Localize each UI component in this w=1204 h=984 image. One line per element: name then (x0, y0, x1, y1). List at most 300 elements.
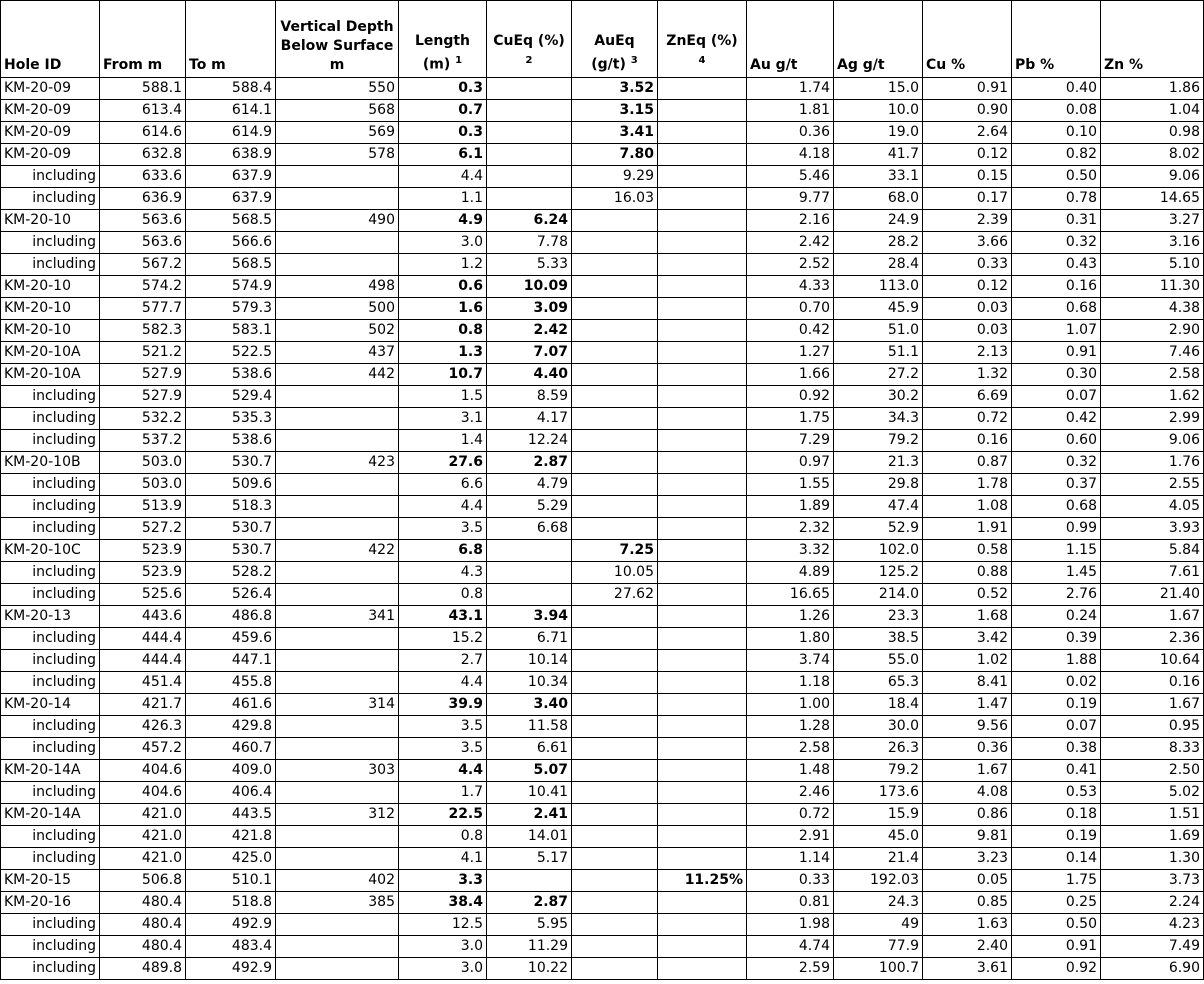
cell-from: 582.3 (100, 320, 186, 342)
cell-hole-id: including (1, 826, 100, 848)
cell-cu: 0.72 (923, 408, 1012, 430)
cell-cu: 1.32 (923, 364, 1012, 386)
cell-zneq (658, 628, 747, 650)
cell-zn: 5.02 (1101, 782, 1204, 804)
cell-cu: 0.33 (923, 254, 1012, 276)
cell-zneq (658, 474, 747, 496)
cell-cueq: 4.17 (487, 408, 572, 430)
cell-pb: 0.07 (1012, 716, 1101, 738)
table-row (1, 958, 1204, 980)
cell-cu: 1.78 (923, 474, 1012, 496)
cell-cu: 0.03 (923, 320, 1012, 342)
cell-aueq (572, 474, 658, 496)
cell-cu: 1.67 (923, 760, 1012, 782)
table-row (1, 760, 1204, 782)
cell-vertical-depth: 402 (276, 870, 399, 892)
header-length: Length (m) $^1$ (399, 1, 487, 78)
cell-to: 583.1 (186, 320, 276, 342)
cell-au: 1.55 (747, 474, 834, 496)
cell-vertical-depth (276, 914, 399, 936)
cell-zneq (658, 518, 747, 540)
cell-zn: 10.64 (1101, 650, 1204, 672)
cell-cu: 1.68 (923, 606, 1012, 628)
cell-cu: 0.90 (923, 100, 1012, 122)
cell-to: 459.6 (186, 628, 276, 650)
cell-aueq (572, 276, 658, 298)
cell-hole-id: KM-20-10 (1, 298, 100, 320)
cell-cu: 4.08 (923, 782, 1012, 804)
cell-zneq (658, 100, 747, 122)
cell-vertical-depth: 502 (276, 320, 399, 342)
table-row (1, 430, 1204, 452)
cell-zneq (658, 78, 747, 100)
cell-hole-id: including (1, 672, 100, 694)
cell-hole-id: KM-20-14 (1, 694, 100, 716)
cell-aueq (572, 496, 658, 518)
header-au: Au g/t (747, 1, 834, 78)
cell-hole-id: including (1, 254, 100, 276)
cell-from: 426.3 (100, 716, 186, 738)
cell-hole-id: KM-20-13 (1, 606, 100, 628)
cell-zn: 3.93 (1101, 518, 1204, 540)
cell-from: 632.8 (100, 144, 186, 166)
cell-zn: 3.27 (1101, 210, 1204, 232)
cell-vertical-depth (276, 496, 399, 518)
cell-vertical-depth (276, 738, 399, 760)
cell-vertical-depth (276, 232, 399, 254)
cell-aueq (572, 342, 658, 364)
cell-zneq (658, 408, 747, 430)
table-row (1, 716, 1204, 738)
cell-vertical-depth (276, 584, 399, 606)
cell-to: 409.0 (186, 760, 276, 782)
cell-length: 4.4 (399, 760, 487, 782)
cell-hole-id: including (1, 958, 100, 980)
cell-ag: 15.9 (834, 804, 923, 826)
cell-from: 523.9 (100, 562, 186, 584)
cell-au: 0.72 (747, 804, 834, 826)
header-vertical-depth: Vertical Depth Below Surface m (276, 1, 399, 78)
cell-zneq (658, 232, 747, 254)
cell-zn: 1.30 (1101, 848, 1204, 870)
cell-from: 523.9 (100, 540, 186, 562)
cell-from: 480.4 (100, 936, 186, 958)
table-row (1, 892, 1204, 914)
cell-au: 0.92 (747, 386, 834, 408)
cell-length: 4.4 (399, 166, 487, 188)
cell-vertical-depth: 385 (276, 892, 399, 914)
cell-to: 538.6 (186, 430, 276, 452)
cell-zneq (658, 210, 747, 232)
table-row (1, 254, 1204, 276)
cell-pb: 0.53 (1012, 782, 1101, 804)
cell-zn: 8.02 (1101, 144, 1204, 166)
cell-vertical-depth: 568 (276, 100, 399, 122)
cell-length: 1.1 (399, 188, 487, 210)
cell-to: 460.7 (186, 738, 276, 760)
cell-zneq (658, 672, 747, 694)
cell-hole-id: including (1, 430, 100, 452)
cell-cu: 2.39 (923, 210, 1012, 232)
cell-au: 2.46 (747, 782, 834, 804)
cell-zneq (658, 782, 747, 804)
cell-ag: 29.8 (834, 474, 923, 496)
header-aueq: AuEq (g/t) $^3$ (572, 1, 658, 78)
cell-zneq (658, 650, 747, 672)
cell-to: 492.9 (186, 914, 276, 936)
table-row (1, 78, 1204, 100)
cell-aueq (572, 408, 658, 430)
cell-cueq (487, 144, 572, 166)
cell-vertical-depth: 312 (276, 804, 399, 826)
cell-pb: 0.41 (1012, 760, 1101, 782)
cell-hole-id: including (1, 650, 100, 672)
cell-aueq (572, 826, 658, 848)
cell-from: 563.6 (100, 232, 186, 254)
cell-zn: 8.33 (1101, 738, 1204, 760)
cell-zneq (658, 914, 747, 936)
cell-aueq (572, 430, 658, 452)
cell-hole-id: KM-20-09 (1, 122, 100, 144)
cell-au: 4.18 (747, 144, 834, 166)
cell-au: 3.74 (747, 650, 834, 672)
table-row (1, 364, 1204, 386)
cell-from: 633.6 (100, 166, 186, 188)
cell-pb: 0.02 (1012, 672, 1101, 694)
cell-hole-id: KM-20-10 (1, 320, 100, 342)
cell-zn: 9.06 (1101, 166, 1204, 188)
table-row (1, 166, 1204, 188)
cell-aueq: 3.15 (572, 100, 658, 122)
cell-zn: 14.65 (1101, 188, 1204, 210)
cell-au: 0.97 (747, 452, 834, 474)
cell-pb: 0.24 (1012, 606, 1101, 628)
cell-cu: 0.36 (923, 738, 1012, 760)
cell-vertical-depth (276, 474, 399, 496)
cell-to: 530.7 (186, 518, 276, 540)
cell-au: 2.16 (747, 210, 834, 232)
cell-vertical-depth: 303 (276, 760, 399, 782)
cell-length: 38.4 (399, 892, 487, 914)
cell-au: 1.75 (747, 408, 834, 430)
cell-to: 425.0 (186, 848, 276, 870)
cell-au: 0.42 (747, 320, 834, 342)
cell-cueq: 10.22 (487, 958, 572, 980)
table-row (1, 474, 1204, 496)
cell-vertical-depth (276, 408, 399, 430)
cell-length: 3.3 (399, 870, 487, 892)
cell-cueq: 5.29 (487, 496, 572, 518)
cell-au: 7.29 (747, 430, 834, 452)
cell-vertical-depth (276, 958, 399, 980)
cell-ag: 34.3 (834, 408, 923, 430)
cell-cueq: 7.78 (487, 232, 572, 254)
cell-hole-id: including (1, 518, 100, 540)
cell-cueq: 6.61 (487, 738, 572, 760)
cell-zneq (658, 386, 747, 408)
cell-pb: 0.31 (1012, 210, 1101, 232)
header-row (1, 1, 1204, 78)
cell-hole-id: including (1, 562, 100, 584)
cell-cu: 1.91 (923, 518, 1012, 540)
cell-zn: 1.76 (1101, 452, 1204, 474)
header-pb: Pb % (1012, 1, 1101, 78)
cell-aueq: 7.80 (572, 144, 658, 166)
cell-cueq (487, 78, 572, 100)
cell-to: 518.8 (186, 892, 276, 914)
cell-hole-id: including (1, 166, 100, 188)
cell-vertical-depth: 500 (276, 298, 399, 320)
cell-pb: 0.50 (1012, 914, 1101, 936)
cell-zneq (658, 716, 747, 738)
cell-cu: 0.58 (923, 540, 1012, 562)
cell-vertical-depth (276, 716, 399, 738)
cell-zneq (658, 122, 747, 144)
cell-length: 1.3 (399, 342, 487, 364)
cell-pb: 0.38 (1012, 738, 1101, 760)
cell-pb: 0.32 (1012, 452, 1101, 474)
cell-length: 22.5 (399, 804, 487, 826)
cell-cueq: 3.40 (487, 694, 572, 716)
table-row (1, 870, 1204, 892)
table-row (1, 694, 1204, 716)
cell-length: 39.9 (399, 694, 487, 716)
cell-aueq (572, 738, 658, 760)
cell-cueq: 14.01 (487, 826, 572, 848)
cell-to: 486.8 (186, 606, 276, 628)
cell-to: 421.8 (186, 826, 276, 848)
cell-length: 0.3 (399, 122, 487, 144)
cell-zn: 4.38 (1101, 298, 1204, 320)
cell-zneq (658, 738, 747, 760)
table-header (1, 1, 1204, 78)
cell-ag: 33.1 (834, 166, 923, 188)
cell-zn: 21.40 (1101, 584, 1204, 606)
cell-ag: 55.0 (834, 650, 923, 672)
cell-length: 3.5 (399, 716, 487, 738)
cell-zn: 2.99 (1101, 408, 1204, 430)
cell-zn: 5.10 (1101, 254, 1204, 276)
cell-cu: 0.86 (923, 804, 1012, 826)
table-row (1, 914, 1204, 936)
table-body (1, 78, 1204, 980)
cell-au: 1.89 (747, 496, 834, 518)
cell-vertical-depth (276, 430, 399, 452)
cell-hole-id: including (1, 584, 100, 606)
cell-to: 568.5 (186, 210, 276, 232)
table-row (1, 320, 1204, 342)
cell-zneq (658, 936, 747, 958)
cell-cueq (487, 562, 572, 584)
cell-au: 1.66 (747, 364, 834, 386)
table-row (1, 936, 1204, 958)
cell-au: 3.32 (747, 540, 834, 562)
cell-to: 637.9 (186, 188, 276, 210)
cell-hole-id: including (1, 474, 100, 496)
cell-pb: 0.43 (1012, 254, 1101, 276)
cell-hole-id: including (1, 914, 100, 936)
cell-aueq: 9.29 (572, 166, 658, 188)
cell-vertical-depth: 437 (276, 342, 399, 364)
cell-zneq (658, 584, 747, 606)
cell-from: 421.7 (100, 694, 186, 716)
cell-ag: 79.2 (834, 760, 923, 782)
cell-ag: 15.0 (834, 78, 923, 100)
cell-to: 461.6 (186, 694, 276, 716)
cell-au: 2.32 (747, 518, 834, 540)
cell-zn: 2.24 (1101, 892, 1204, 914)
cell-to: 406.4 (186, 782, 276, 804)
cell-length: 2.7 (399, 650, 487, 672)
header-zn: Zn % (1101, 1, 1204, 78)
cell-ag: 19.0 (834, 122, 923, 144)
cell-cu: 3.42 (923, 628, 1012, 650)
cell-ag: 49 (834, 914, 923, 936)
table-row (1, 606, 1204, 628)
cell-zn: 4.05 (1101, 496, 1204, 518)
cell-hole-id: including (1, 628, 100, 650)
cell-zn: 7.61 (1101, 562, 1204, 584)
cell-hole-id: KM-20-16 (1, 892, 100, 914)
cell-cu: 2.40 (923, 936, 1012, 958)
header-to: To m (186, 1, 276, 78)
footnote-4: 4 (698, 55, 706, 67)
cell-au: 1.80 (747, 628, 834, 650)
cell-zneq (658, 606, 747, 628)
cell-zneq (658, 760, 747, 782)
cell-pb: 0.07 (1012, 386, 1101, 408)
cell-cu: 8.41 (923, 672, 1012, 694)
cell-aueq (572, 716, 658, 738)
table-row (1, 562, 1204, 584)
cell-cueq: 3.94 (487, 606, 572, 628)
cell-cu: 0.88 (923, 562, 1012, 584)
cell-pb: 1.15 (1012, 540, 1101, 562)
cell-length: 4.1 (399, 848, 487, 870)
table-row (1, 408, 1204, 430)
cell-from: 480.4 (100, 892, 186, 914)
table-row (1, 496, 1204, 518)
cell-ag: 38.5 (834, 628, 923, 650)
cell-au: 2.52 (747, 254, 834, 276)
header-hole-id: Hole ID (1, 1, 100, 78)
cell-cueq (487, 584, 572, 606)
cell-au: 2.91 (747, 826, 834, 848)
cell-aueq (572, 958, 658, 980)
cell-cu: 1.47 (923, 694, 1012, 716)
cell-to: 429.8 (186, 716, 276, 738)
cell-zneq (658, 694, 747, 716)
table-row (1, 628, 1204, 650)
cell-pb: 0.14 (1012, 848, 1101, 870)
cell-length: 4.3 (399, 562, 487, 584)
cell-aueq (572, 870, 658, 892)
cell-to: 530.7 (186, 452, 276, 474)
cell-aueq: 16.03 (572, 188, 658, 210)
cell-from: 451.4 (100, 672, 186, 694)
cell-au: 2.59 (747, 958, 834, 980)
cell-cu: 0.87 (923, 452, 1012, 474)
cell-zn: 0.16 (1101, 672, 1204, 694)
cell-ag: 77.9 (834, 936, 923, 958)
cell-pb: 0.19 (1012, 826, 1101, 848)
cell-cu: 0.52 (923, 584, 1012, 606)
cell-ag: 68.0 (834, 188, 923, 210)
cell-cu: 3.66 (923, 232, 1012, 254)
cell-pb: 2.76 (1012, 584, 1101, 606)
cell-aueq (572, 628, 658, 650)
cell-au: 16.65 (747, 584, 834, 606)
cell-vertical-depth (276, 562, 399, 584)
table-row (1, 386, 1204, 408)
cell-ag: 23.3 (834, 606, 923, 628)
cell-aueq (572, 892, 658, 914)
cell-cu: 2.64 (923, 122, 1012, 144)
cell-vertical-depth: 550 (276, 78, 399, 100)
cell-from: 588.1 (100, 78, 186, 100)
cell-length: 4.4 (399, 496, 487, 518)
cell-aueq (572, 694, 658, 716)
cell-to: 614.1 (186, 100, 276, 122)
cell-cu: 1.08 (923, 496, 1012, 518)
footnote-1: 1 (455, 55, 463, 67)
cell-hole-id: KM-20-10C (1, 540, 100, 562)
cell-vertical-depth (276, 936, 399, 958)
cell-au: 4.33 (747, 276, 834, 298)
cell-ag: 30.2 (834, 386, 923, 408)
cell-from: 532.2 (100, 408, 186, 430)
cell-zn: 0.95 (1101, 716, 1204, 738)
cell-length: 1.6 (399, 298, 487, 320)
cell-zn: 2.36 (1101, 628, 1204, 650)
cell-from: 404.6 (100, 782, 186, 804)
cell-zn: 1.67 (1101, 694, 1204, 716)
table-row (1, 188, 1204, 210)
cell-from: 563.6 (100, 210, 186, 232)
cell-au: 1.00 (747, 694, 834, 716)
table-row (1, 100, 1204, 122)
table-row (1, 650, 1204, 672)
cell-length: 3.0 (399, 936, 487, 958)
cell-cueq: 5.33 (487, 254, 572, 276)
cell-pb: 0.68 (1012, 496, 1101, 518)
cell-zn: 1.67 (1101, 606, 1204, 628)
cell-from: 537.2 (100, 430, 186, 452)
cell-to: 492.9 (186, 958, 276, 980)
cell-hole-id: KM-20-09 (1, 100, 100, 122)
cell-pb: 0.42 (1012, 408, 1101, 430)
cell-hole-id: including (1, 386, 100, 408)
cell-au: 0.70 (747, 298, 834, 320)
cell-ag: 51.1 (834, 342, 923, 364)
cell-cu: 3.61 (923, 958, 1012, 980)
cell-pb: 0.08 (1012, 100, 1101, 122)
cell-cu: 0.03 (923, 298, 1012, 320)
cell-pb: 1.07 (1012, 320, 1101, 342)
cell-ag: 21.3 (834, 452, 923, 474)
cell-hole-id: KM-20-10 (1, 276, 100, 298)
cell-pb: 0.78 (1012, 188, 1101, 210)
cell-aueq (572, 210, 658, 232)
cell-zneq (658, 826, 747, 848)
header-ag: Ag g/t (834, 1, 923, 78)
cell-vertical-depth (276, 518, 399, 540)
cell-pb: 0.60 (1012, 430, 1101, 452)
cell-ag: 41.7 (834, 144, 923, 166)
cell-au: 0.36 (747, 122, 834, 144)
cell-to: 518.3 (186, 496, 276, 518)
cell-to: 614.9 (186, 122, 276, 144)
